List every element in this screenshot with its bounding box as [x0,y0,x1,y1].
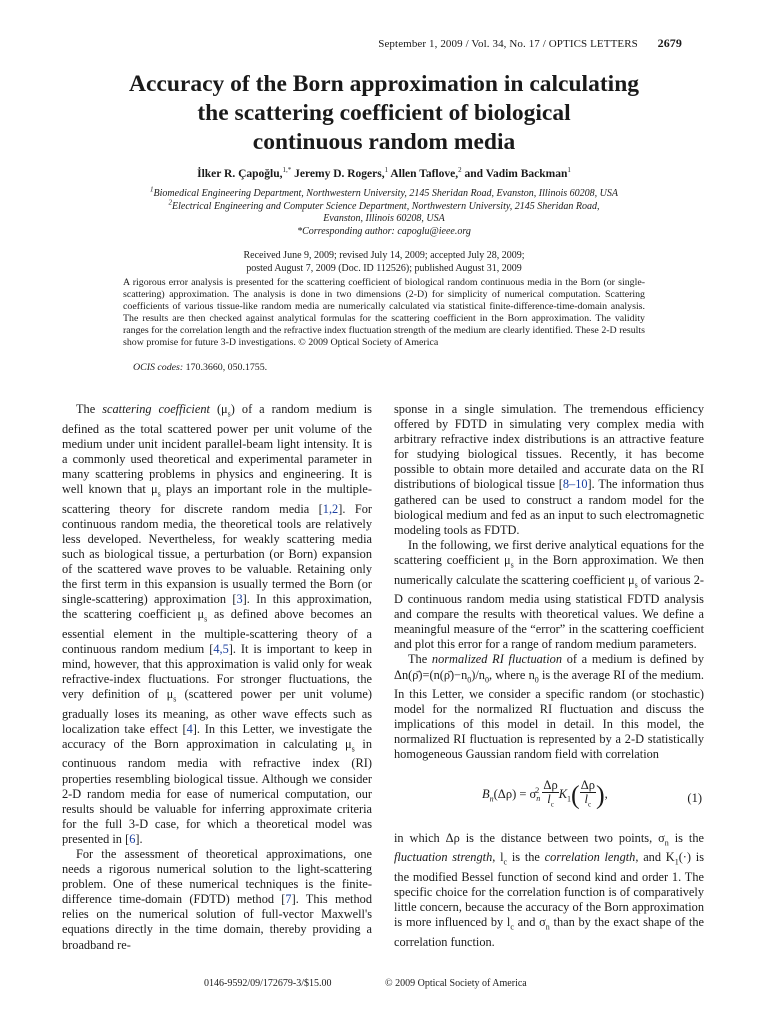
dates-line: Received June 9, 2009; revised July 14, 2009; accepted July 28, 2009; [243,250,525,261]
paragraph: The scattering coefficient $(\mu_s)$ of a random medium is defined as the total scattered power per unit volume of the medium under unit incident parallel-beam light intensity. It is a commonly used theoretical and experimental parameter in many scattering problems in physics and engineering. It is well known that $\mu_s$ plays an important role in the multiple-scattering theory for discrete random media [1,2]. For continuous random media, the theoretical tools are relatively less developed. Nevertheless, for weakly scattering media such as biological tissue, a perturbation (or Born) expansion of the scattered wave proves to be valuable. Retaining only the first term in this expansion is usually termed the Born (or single-scattering) approximation [3]. In this approximation, the scattering coefficient $\mu_s$ as defined above becomes an essential element in the multiple-scattering theory of a continuous random medium [4,5]. It is important to keep in mind, however, that this approximation is valid only for weak refractive-index fluctuations. For stronger fluctuations, the very definition of $\mu_s$ (scattered power per unit volume) gradually loses its meaning, as other wave effects such as localization take effect [4]. In this Letter, we investigate the accuracy of the Born approximation in calculating $\mu_s$ in continuous random media with refractive index (RI) properties resembling biological tissue. Although we consider 2-D random media for ease of numerical computation, our results should be valuable for inferring approximate criteria for the full 3-D case, for which a theoretical model was presented in [6]. [62,402,373,846]
affiliation-2-cont: Evanston, Illinois 60208, USA [323,213,445,225]
affiliation-marker: 1,* [282,166,292,175]
author-list [60,168,708,180]
abstract: A rigorous error analysis is presented for the scattering coefficient of biological random continuous media in the Born (or single-scattering) approximation. The analysis is done in two dimensions (2-D) for simplicity of numerical computation. Scattering coefficients of various tissue-like random media are numerically calculated via statistical finite-difference-time-domain analysis. The results are then checked against analytical formulas for the scattering coefficient in the Born approximation. The validity ranges for the correlation length and the refractive index fluctuation strength of the medium are clearly identified. These 2-D results show promise for future 3-D investigations. © 2009 Optical Society of America [123,277,645,349]
equation-fraction: $\frac{\Delta\rho}{l_c}$ [543,777,558,809]
affiliation-1 [60,185,708,201]
affiliation-marker: 1 [150,185,154,194]
title-line: continuous random media [252,129,516,155]
citation-link[interactable]: 7 [285,892,292,907]
right-column [394,402,704,950]
paragraph: For the assessment of theoretical approximations, one needs a rigorous numerical solution to the light-scattering problem. One of these numerical techniques is the finite-difference time-domain (FDTD) method [7]. This method relies on the numerical solution of full-vector Maxwell's equations directly in the time domain, thereby providing a broadband re- [62,846,372,952]
affiliations [60,185,708,238]
footer-issn: 0146-9592/09/172679-3/$15.00 [204,978,332,989]
ocis-codes [133,362,645,373]
citation-link[interactable]: 1,2 [322,501,339,516]
equation-body: $B_n(\Delta\rho) = \sigma_n^2$ $\frac{\Delta\rho}{l_c}$ $K_1$( $\frac{\Delta\rho}{l_c}$ ), [482,777,608,810]
affiliation-text: Electrical Engineering and Computer Science Department, Northwestern University, 2145 Sheridan Road, [172,200,600,212]
ocis-label: OCIS codes: [133,362,184,373]
footer-copyright: © 2009 Optical Society of America [385,978,527,989]
page-number: 2679 [657,36,682,50]
publication-dates [60,250,708,275]
paragraph: sponse in a single simulation. The tremendous efficiency offered by FDTD in simulating very complex media with arbitrary refractive index distributions is an attractive feature for studying biological tissues. Recently, it has become possible to obtain more detailed and accurate data on the RI distributions of biological tissue [8–10]. The information thus gathered can be used to construct a random model for the biological medium and fed as an input to such electromagnetic modeling tools as FDTD. [394,402,704,537]
dates-line: posted August 7, 2009 (Doc. ID 112526); published August 31, 2009 [246,262,522,274]
title-line: Accuracy of the Born approximation in calculating [128,71,640,97]
affiliation-2 [60,198,708,214]
affiliation-marker: 2 [168,198,173,207]
paragraph: in which Δρ is the distance between two points, $\sigma_n$ is the fluctuation strength, $l_c$ is the correlation length, and $K_1(\cdot)$ is the modified Bessel function of second kind and order 1. The specific choice for the correlation function is of comparatively little concern, because the accuracy of the Born approximation is more influenced by $l_c$ and $\sigma_n$ than by the exact shape of the correlation function. [394,830,705,949]
author-name: and Vadim Backman [461,168,568,180]
citation-link[interactable]: 8–10 [562,477,588,492]
author-name: Jeremy D. Rogers, [291,168,385,180]
equation-1 [394,767,704,829]
ocis-values: 170.3660, 050.1755. [183,362,268,373]
equation-number: (1) [687,790,702,805]
affiliation-marker: 1 [567,166,571,175]
paragraph: The normalized RI fluctuation of a medium is defined by $\Delta n(\rhō)=(n(\rhō)-n_0)/n_0$, where $n_0$ is the average RI of the medium. In this Letter, we consider a specific random (or stochastic) model for the normalized RI fluctuation and discuss the implications of this model in detail. In this model, the normalized RI fluctuation is represented by a 2-D statistically homogeneous Gaussian random field with correlation [394,652,705,762]
author-name: Allen Taflove, [388,168,459,180]
citation-link[interactable]: 4,5 [213,641,229,656]
left-column [62,402,372,953]
running-head-text: September 1, 2009 / Vol. 34, No. 17 / OPTICS LETTERS [378,38,638,50]
paragraph: In the following, we first derive analytical equations for the scattering coefficient $\mu_s$ in the Born approximation. We then numerically calculate the scattering coefficient $\mu_s$ of various 2-D continuous random media using statistical FDTD analysis and compare the results with theoretical values. We define a meaningful measure of the “error” in the scattering coefficient and plot this error for a range of random medium parameters. [394,537,704,652]
citation-link[interactable]: 3 [236,592,243,607]
citation-link[interactable]: 6 [129,831,136,846]
citation-link[interactable]: 4 [186,721,193,736]
paper-title [80,70,688,157]
running-head [0,36,682,51]
author-name: İlker R. Çapoğlu, [197,168,283,180]
corresponding-author: *Corresponding author: capoglu@ieee.org [297,225,471,237]
equation-fraction: $\frac{\Delta\rho}{l_c}$ [580,777,595,809]
affiliation-marker: 2 [458,166,462,175]
affiliation-marker: 1 [384,166,389,175]
affiliation-text: Biomedical Engineering Department, Northwestern University, 2145 Sheridan Road, Evanston, Illinois 60208, USA [153,188,618,199]
title-line: the scattering coefficient of biological [197,100,571,126]
